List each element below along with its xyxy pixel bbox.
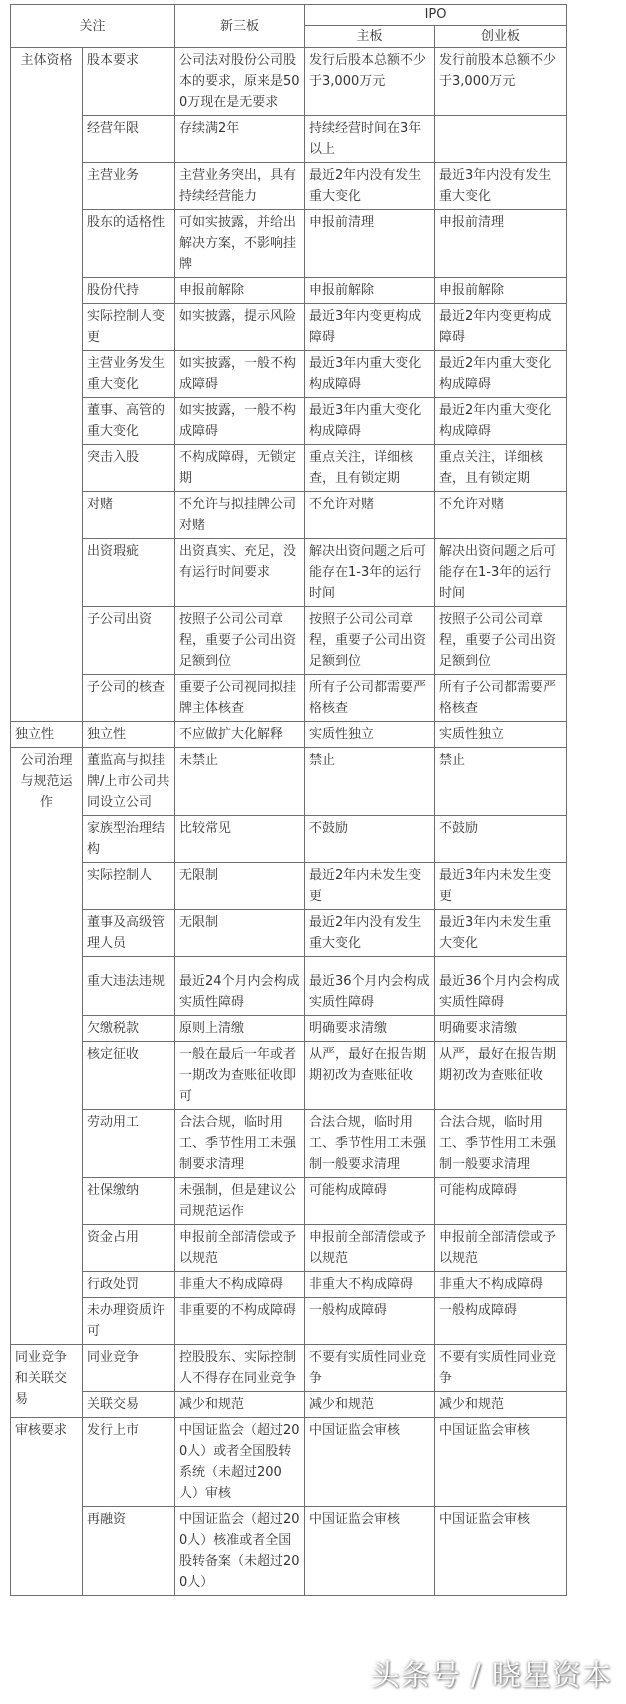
- cell-neeq: 最近24个月内会构成实质性障碍: [175, 957, 305, 1016]
- cell-neeq: 存续满2年: [175, 116, 305, 163]
- table-row: [11, 1178, 567, 1225]
- cell-chinext: 最近3年内未发生变更: [435, 863, 567, 910]
- row-item: 独立性: [83, 722, 175, 748]
- cell-chinext: 非重大不构成障碍: [435, 1272, 567, 1298]
- cell-main-board: 申报前清理: [305, 210, 435, 278]
- cell-chinext: 不鼓励: [435, 816, 567, 863]
- row-item: 董监高与拟挂牌/上市公司共同设立公司: [83, 748, 175, 816]
- cell-chinext: 合法合规，临时用工、季节性用工未强制一般要求清理: [435, 1110, 567, 1178]
- row-item: 劳动用工: [83, 1110, 175, 1178]
- cell-neeq: 主营业务突出，具有持续经营能力: [175, 163, 305, 210]
- cell-neeq: 不允许与拟挂牌公司对赌: [175, 492, 305, 539]
- cell-main-board: 最近2年内没有发生重大变化: [305, 910, 435, 957]
- cell-main-board: 所有子公司都需要严格核查: [305, 675, 435, 722]
- row-item: 核定征收: [83, 1042, 175, 1110]
- cell-main-board: 申报前全部清偿或予以规范: [305, 1225, 435, 1272]
- cell-neeq: 中国证监会（超过200人）或者全国股转系统（未超过200人）审核: [175, 1418, 305, 1507]
- row-item: 主营业务: [83, 163, 175, 210]
- row-item: 股东的适格性: [83, 210, 175, 278]
- cell-neeq: 原则上清缴: [175, 1016, 305, 1042]
- table-row: [11, 1507, 567, 1596]
- comparison-table: [10, 4, 567, 1596]
- table-row: [11, 722, 567, 748]
- table-row: [11, 1110, 567, 1178]
- watermark: 头条号 / 晓星资本: [370, 1658, 612, 1692]
- cell-neeq: 非重大不构成障碍: [175, 1272, 305, 1298]
- cell-chinext: 最近36个月内会构成实质性障碍: [435, 957, 567, 1016]
- cell-chinext: 最近2年内变更构成障碍: [435, 304, 567, 351]
- cell-chinext: 申报前清理: [435, 210, 567, 278]
- header-chinext: 创业板: [435, 26, 567, 48]
- row-item: 再融资: [83, 1507, 175, 1596]
- table-row: [11, 957, 567, 1016]
- cell-main-board: 解决出资问题之后可能存在1-3年的运行时间: [305, 539, 435, 607]
- row-item: 实际控制人: [83, 863, 175, 910]
- row-item: 出资瑕疵: [83, 539, 175, 607]
- cell-neeq: 公司法对股份公司股本的要求，原来是500万现在是无要求: [175, 48, 305, 116]
- table-row: [11, 1225, 567, 1272]
- group-governance: 公司治理与规范运作: [11, 748, 83, 1345]
- cell-chinext: 可能构成障碍: [435, 1178, 567, 1225]
- row-item: 董事、高管的重大变化: [83, 398, 175, 445]
- cell-chinext: 禁止: [435, 748, 567, 816]
- cell-neeq: 如实披露，一般不构成障碍: [175, 351, 305, 398]
- table-row: [11, 116, 567, 163]
- row-item: 发行上市: [83, 1418, 175, 1507]
- header-focus: 关注: [11, 5, 175, 48]
- cell-neeq: 如实披露，一般不构成障碍: [175, 398, 305, 445]
- table-row: [11, 1345, 567, 1392]
- header-row: [11, 5, 567, 26]
- cell-main-board: 中国证监会审核: [305, 1418, 435, 1507]
- table-row: [11, 910, 567, 957]
- cell-neeq: 按照子公司公司章程，重要子公司出资足额到位: [175, 607, 305, 675]
- cell-chinext: 按照子公司公司章程，重要子公司出资足额到位: [435, 607, 567, 675]
- cell-main-board: 按照子公司公司章程，重要子公司出资足额到位: [305, 607, 435, 675]
- cell-neeq: 如实披露，提示风险: [175, 304, 305, 351]
- cell-neeq: 重要子公司视同拟挂牌主体核查: [175, 675, 305, 722]
- cell-main-board: 不允许对赌: [305, 492, 435, 539]
- row-item: 突击入股: [83, 445, 175, 492]
- table-row: [11, 1298, 567, 1345]
- cell-neeq: 出资真实、充足，没有运行时间要求: [175, 539, 305, 607]
- cell-neeq: 可如实披露，并给出解决方案，不影响挂牌: [175, 210, 305, 278]
- cell-neeq: 无限制: [175, 863, 305, 910]
- cell-chinext: 不要有实质性同业竞争: [435, 1345, 567, 1392]
- cell-main-board: 申报前解除: [305, 278, 435, 304]
- row-item: 欠缴税款: [83, 1016, 175, 1042]
- cell-chinext: 中国证监会审核: [435, 1507, 567, 1596]
- header-main-board: 主板: [305, 26, 435, 48]
- table-row: [11, 304, 567, 351]
- row-item: 未办理资质许可: [83, 1298, 175, 1345]
- table-row: [11, 748, 567, 816]
- row-item: 家族型治理结构: [83, 816, 175, 863]
- table-row: [11, 1016, 567, 1042]
- row-item: 子公司的核查: [83, 675, 175, 722]
- row-item: 子公司出资: [83, 607, 175, 675]
- cell-neeq: 减少和规范: [175, 1392, 305, 1418]
- cell-chinext: 发行前股本总额不少于3,000万元: [435, 48, 567, 116]
- cell-main-board: 发行后股本总额不少于3,000万元: [305, 48, 435, 116]
- row-item: 社保缴纳: [83, 1178, 175, 1225]
- cell-chinext: 所有子公司都需要严格核查: [435, 675, 567, 722]
- cell-neeq: 控股股东、实际控制人不得存在同业竞争: [175, 1345, 305, 1392]
- table-row: [11, 445, 567, 492]
- table-row: [11, 492, 567, 539]
- cell-main-board: 持续经营时间在3年以上: [305, 116, 435, 163]
- header-ipo: IPO: [305, 5, 567, 26]
- cell-neeq: 申报前解除: [175, 278, 305, 304]
- table-row: [11, 398, 567, 445]
- cell-main-board: 中国证监会审核: [305, 1507, 435, 1596]
- row-item: 主营业务发生重大变化: [83, 351, 175, 398]
- header-neeq: 新三板: [175, 5, 305, 48]
- cell-main-board: 禁止: [305, 748, 435, 816]
- cell-main-board: 从严，最好在报告期期初改为查账征收: [305, 1042, 435, 1110]
- table-row: [11, 278, 567, 304]
- cell-main-board: 可能构成障碍: [305, 1178, 435, 1225]
- cell-chinext: 重点关注，详细核查，且有锁定期: [435, 445, 567, 492]
- table-row: [11, 675, 567, 722]
- row-item: 实际控制人变更: [83, 304, 175, 351]
- cell-chinext: 最近2年内重大变化构成障碍: [435, 398, 567, 445]
- cell-main-board: 重点关注，详细核查，且有锁定期: [305, 445, 435, 492]
- cell-chinext: 申报前解除: [435, 278, 567, 304]
- row-item: 行政处罚: [83, 1272, 175, 1298]
- row-item: 股本要求: [83, 48, 175, 116]
- cell-main-board: 最近3年内变更构成障碍: [305, 304, 435, 351]
- row-item: 对赌: [83, 492, 175, 539]
- cell-neeq: 未禁止: [175, 748, 305, 816]
- cell-chinext: 解决出资问题之后可能存在1-3年的运行时间: [435, 539, 567, 607]
- cell-main-board: 实质性独立: [305, 722, 435, 748]
- table-row: [11, 816, 567, 863]
- cell-main-board: 不鼓励: [305, 816, 435, 863]
- cell-chinext: 最近2年内重大变化构成障碍: [435, 351, 567, 398]
- group-review: 审核要求: [11, 1418, 83, 1596]
- cell-main-board: 减少和规范: [305, 1392, 435, 1418]
- cell-main-board: 最近2年内未发生变更: [305, 863, 435, 910]
- cell-chinext: 申报前全部清偿或予以规范: [435, 1225, 567, 1272]
- cell-neeq: 申报前全部清偿或予以规范: [175, 1225, 305, 1272]
- cell-neeq: 无限制: [175, 910, 305, 957]
- cell-chinext: 明确要求清缴: [435, 1016, 567, 1042]
- cell-main-board: 最近3年内重大变化构成障碍: [305, 398, 435, 445]
- cell-chinext: 最近3年内没有发生重大变化: [435, 163, 567, 210]
- table-row: [11, 607, 567, 675]
- row-item: 重大违法违规: [83, 957, 175, 1016]
- cell-neeq: 一般在最后一年或者一期改为查账征收即可: [175, 1042, 305, 1110]
- row-item: 经营年限: [83, 116, 175, 163]
- cell-neeq: 合法合规，临时用工、季节性用工未强制要求清理: [175, 1110, 305, 1178]
- cell-main-board: 合法合规，临时用工、季节性用工未强制一般要求清理: [305, 1110, 435, 1178]
- cell-main-board: 一般构成障碍: [305, 1298, 435, 1345]
- cell-neeq: 非重要的不构成障碍: [175, 1298, 305, 1345]
- group-independence: 独立性: [11, 722, 83, 748]
- table-row: [11, 48, 567, 116]
- row-item: 同业竞争: [83, 1345, 175, 1392]
- table-row: [11, 163, 567, 210]
- row-item: 关联交易: [83, 1392, 175, 1418]
- group-subject: 主体资格: [11, 48, 83, 722]
- table-row: [11, 1042, 567, 1110]
- table-row: [11, 863, 567, 910]
- cell-main-board: 明确要求清缴: [305, 1016, 435, 1042]
- cell-main-board: 最近36个月内会构成实质性障碍: [305, 957, 435, 1016]
- row-item: 资金占用: [83, 1225, 175, 1272]
- cell-neeq: 不应做扩大化解释: [175, 722, 305, 748]
- cell-main-board: 非重大不构成障碍: [305, 1272, 435, 1298]
- cell-neeq: 不构成障碍，无锁定期: [175, 445, 305, 492]
- table-row: [11, 351, 567, 398]
- cell-main-board: 不要有实质性同业竞争: [305, 1345, 435, 1392]
- cell-chinext: 中国证监会审核: [435, 1418, 567, 1507]
- row-item: 股份代持: [83, 278, 175, 304]
- table-row: [11, 1418, 567, 1507]
- cell-chinext: [435, 116, 567, 163]
- cell-chinext: 最近3年内未发生重大变化: [435, 910, 567, 957]
- cell-main-board: 最近3年内重大变化构成障碍: [305, 351, 435, 398]
- table-row: [11, 539, 567, 607]
- table-row: [11, 1272, 567, 1298]
- cell-main-board: 最近2年内没有发生重大变化: [305, 163, 435, 210]
- table-row: [11, 210, 567, 278]
- table-row: [11, 1392, 567, 1418]
- cell-chinext: 一般构成障碍: [435, 1298, 567, 1345]
- cell-chinext: 不允许对赌: [435, 492, 567, 539]
- cell-chinext: 减少和规范: [435, 1392, 567, 1418]
- cell-neeq: 中国证监会（超过200人）核准或者全国股转备案（未超过200人）: [175, 1507, 305, 1596]
- cell-chinext: 从严，最好在报告期期初改为查账征收: [435, 1042, 567, 1110]
- cell-neeq: 比较常见: [175, 816, 305, 863]
- cell-chinext: 实质性独立: [435, 722, 567, 748]
- cell-neeq: 未强制，但是建议公司规范运作: [175, 1178, 305, 1225]
- row-item: 董事及高级管理人员: [83, 910, 175, 957]
- group-competition: 同业竞争和关联交易: [11, 1345, 83, 1418]
